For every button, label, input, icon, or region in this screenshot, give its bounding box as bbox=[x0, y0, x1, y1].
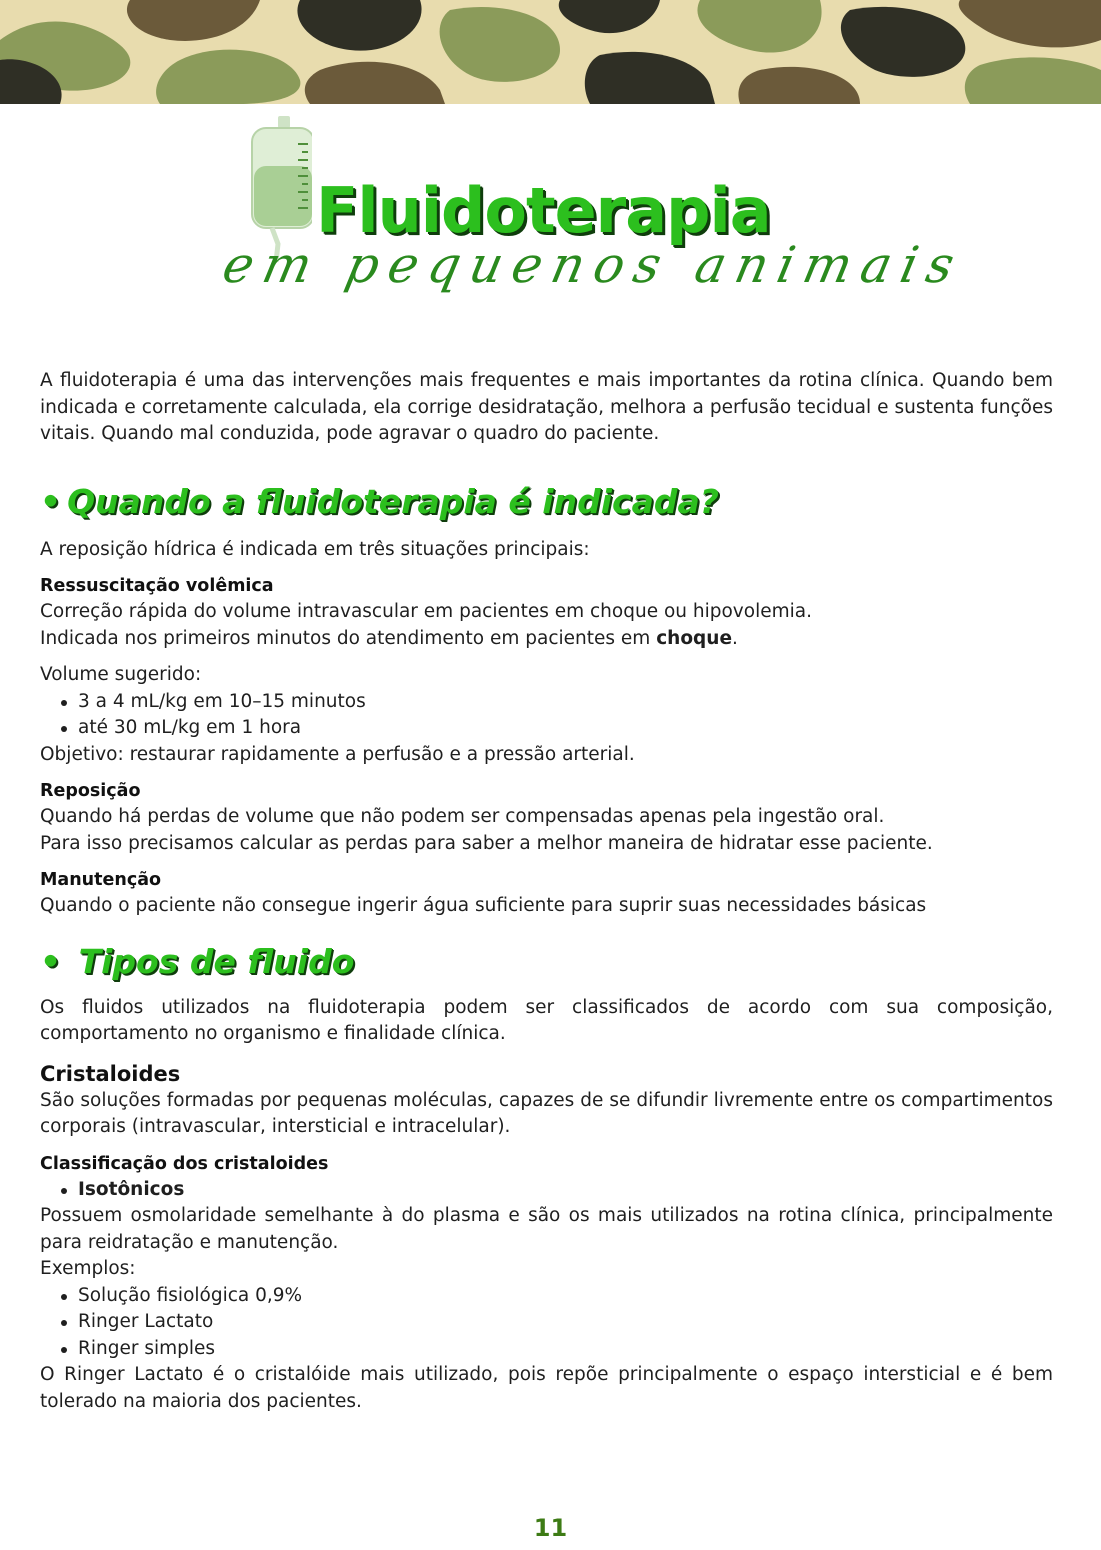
volume-label: Volume sugerido: bbox=[40, 664, 202, 685]
list-item: Solução fisiológica 0,9% bbox=[78, 1283, 1053, 1310]
section-heading-indicacao: • Quando a fluidoterapia é indicada? bbox=[40, 481, 719, 521]
list-item: 3 a 4 mL/kg em 10–15 minutos bbox=[78, 689, 1053, 716]
exemplos-list bbox=[40, 1283, 1053, 1363]
section2-lead: Os fluidos utilizados na fluidoterapia podem ser classificados de acordo com sua composição, comportamento no organismo e finalidade clínica. bbox=[40, 996, 1053, 1044]
subheading-classificacao: Classificação dos cristaloides bbox=[40, 1153, 329, 1174]
subheading-manutencao: Manutenção bbox=[40, 870, 162, 890]
camouflage-banner bbox=[0, 0, 1101, 104]
cristaloides-desc: São soluções formadas por pequenas moléculas, capazes de se difundir livremente entre os compartimentos corporais (intravascular, intersticial e intracelular). bbox=[40, 1089, 1053, 1137]
section1-lead: A reposição hídrica é indicada em três situações principais: bbox=[40, 538, 590, 560]
list-item: Isotônicos bbox=[78, 1177, 1053, 1204]
manutencao-line1: Quando o paciente não consegue ingerir água suficiente para suprir suas necessidades básicas bbox=[40, 895, 927, 916]
isotonicos-desc: Possuem osmolaridade semelhante à do plasma e são os mais utilizados na rotina clínica, principalmente para reidratação e manutenção. bbox=[40, 1205, 1053, 1253]
reposicao-line1: Quando há perdas de volume que não podem ser compensadas apenas pela ingestão oral. bbox=[40, 806, 885, 827]
main-content bbox=[40, 368, 1053, 1415]
section-heading-tipos: • Tipos de fluido bbox=[40, 941, 355, 981]
list-item: até 30 mL/kg em 1 hora bbox=[78, 715, 1053, 742]
intro-paragraph: A fluidoterapia é uma das intervenções mais frequentes e mais importantes da rotina clínica. Quando bem indicada e corretamente calculada, ela corrige desidratação, melhora a perfusão tecidual e sustenta funções vitais. Quando mal conduzida, pode agravar o quadro do paciente. bbox=[40, 370, 1053, 444]
volume-list bbox=[40, 689, 1053, 742]
page-title: Fluidoterapia bbox=[316, 174, 771, 247]
classificacao-list bbox=[40, 1177, 1053, 1204]
objetivo-line: Objetivo: restaurar rapidamente a perfusão e a pressão arterial. bbox=[40, 743, 635, 765]
title-block bbox=[0, 104, 1101, 354]
subheading-reposicao: Reposição bbox=[40, 781, 141, 801]
ressuscitacao-line1: Correção rápida do volume intravascular em pacientes em choque ou hipovolemia. bbox=[40, 601, 812, 622]
reposicao-line2: Para isso precisamos calcular as perdas para saber a melhor maneira de hidratar esse paciente. bbox=[40, 832, 933, 854]
page-number: 11 bbox=[533, 1514, 568, 1542]
subheading-ressuscitacao: Ressuscitação volêmica bbox=[40, 576, 274, 596]
exemplos-label: Exemplos: bbox=[40, 1258, 136, 1279]
subheading-cristaloides: Cristaloides bbox=[40, 1061, 181, 1086]
closing-paragraph: O Ringer Lactato é o cristalóide mais utilizado, pois repõe principalmente o espaço intersticial e é bem tolerado na maioria dos pacientes. bbox=[40, 1364, 1053, 1412]
list-item: Ringer Lactato bbox=[78, 1309, 1053, 1336]
list-item: Ringer simples bbox=[78, 1336, 1053, 1363]
ressuscitacao-line2: Indicada nos primeiros minutos do atendimento em pacientes em choque. bbox=[40, 627, 738, 649]
page-subtitle: em pequenos animais bbox=[217, 236, 970, 294]
